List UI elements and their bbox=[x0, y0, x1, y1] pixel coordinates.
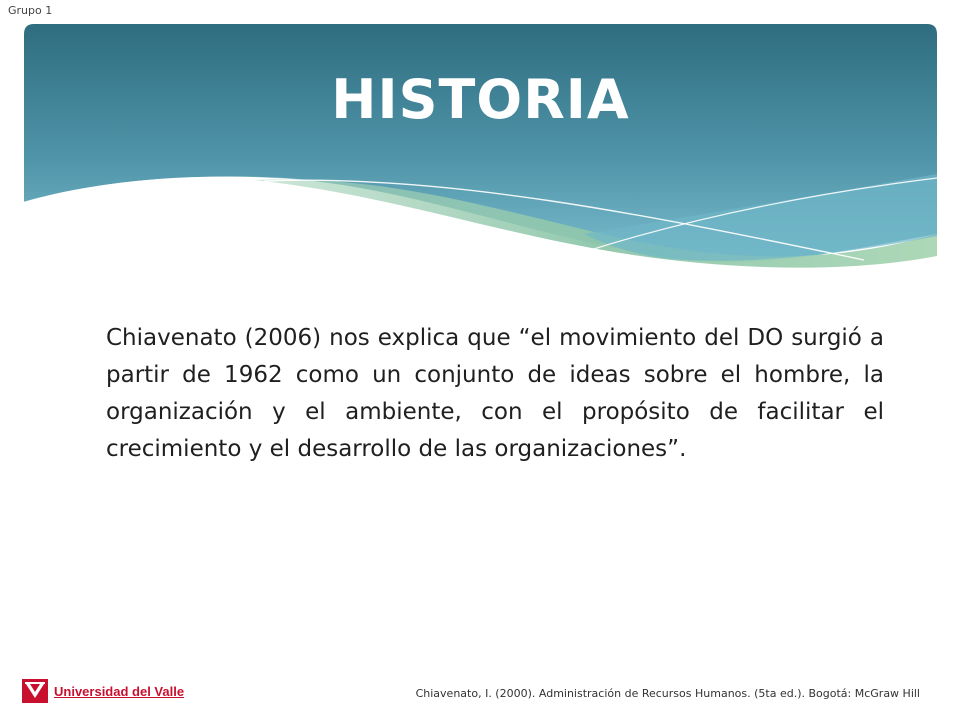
slide-title: HISTORIA bbox=[331, 68, 630, 131]
university-logo bbox=[22, 679, 184, 703]
footer-citation: Chiavenato, I. (2000). Administración de Recursos Humanos. (5ta ed.). Bogotá: McGraw Hill bbox=[415, 687, 920, 700]
slide-body-text: Chiavenato (2006) nos explica que “el movimiento del DO surgió a partir de 1962 como un conjunto de ideas sobre el hombre, la organización y el ambiente, con el propósito de facilitar el crecimiento y el desarrollo de las organizaciones”. bbox=[106, 325, 884, 462]
header-wave-graphic bbox=[24, 24, 937, 274]
header-banner bbox=[24, 24, 937, 274]
university-shield-icon bbox=[22, 679, 48, 703]
group-label: Grupo 1 bbox=[8, 4, 53, 17]
university-name: Universidad del Valle bbox=[54, 683, 185, 699]
